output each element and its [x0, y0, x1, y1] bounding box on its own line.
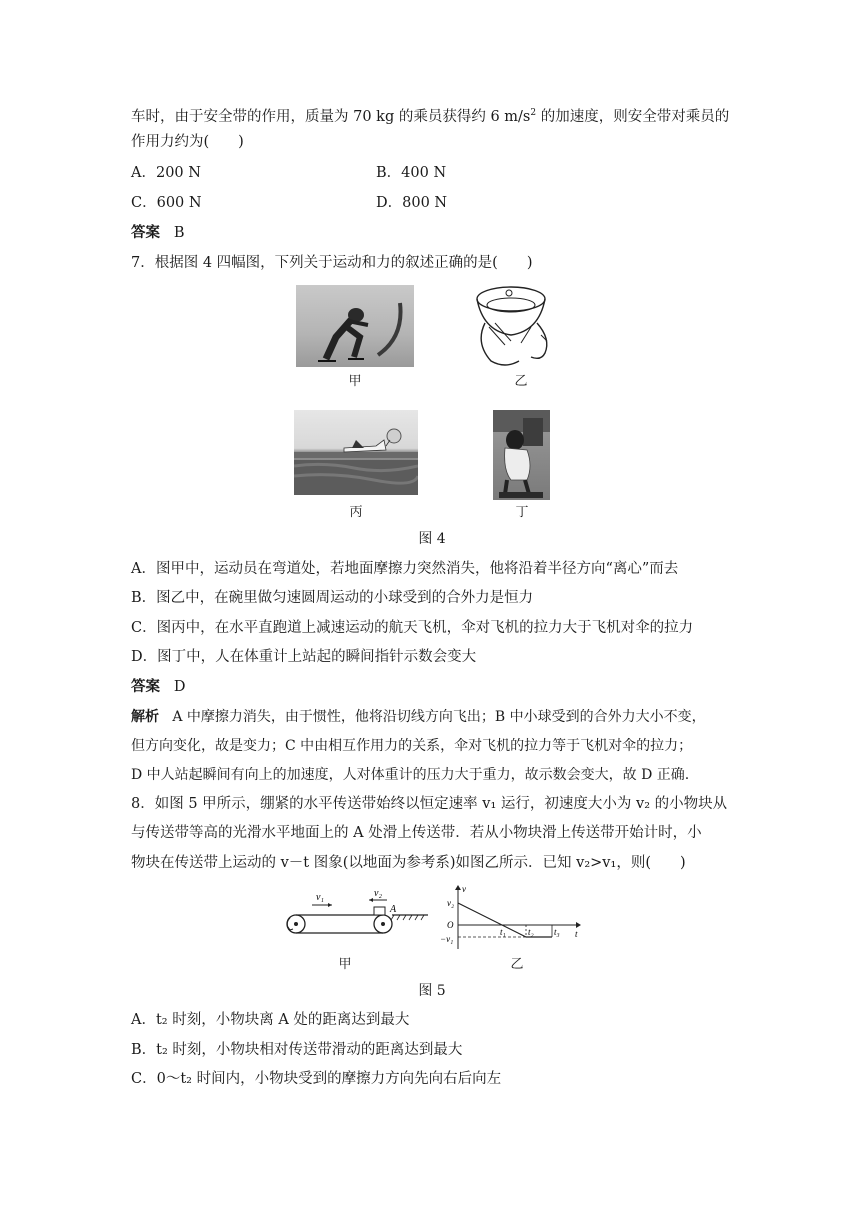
- fig5-caption: 图 5: [418, 983, 446, 999]
- q6-answer: [131, 223, 184, 243]
- speed-skater-drawing: [296, 285, 414, 367]
- q7-analysis-line1: [131, 707, 706, 727]
- t2-label: t₂: [528, 927, 534, 937]
- q7-analysis-label: 解析: [131, 709, 159, 725]
- q7-answer-value: D: [173, 679, 186, 695]
- q7-answer-label: 答案: [131, 678, 160, 695]
- conveyor-belt-diagram: [282, 888, 430, 948]
- axis-t-label: t: [575, 929, 578, 939]
- q7-analysis-line2: 但方向变化，故是变力；C 中由相互作用力的关系，伞对飞机的拉力等于飞机对伞的拉力；: [131, 738, 693, 754]
- fig4-caption-ding: 丁: [515, 505, 529, 520]
- q7-option-a: A．图甲中，运动员在弯道处，若地面摩擦力突然消失，他将沿着半径方向“离心”而去: [131, 561, 679, 577]
- fig4-caption-bing: 丙: [349, 505, 363, 520]
- q8-option-c: C．0～t₂ 时间内，小物块受到的摩擦力方向先向右后向左: [131, 1071, 502, 1087]
- point-a-label: A: [390, 904, 397, 915]
- belt-v1-label: v₁: [316, 892, 324, 903]
- belt-v2-label: v₂: [374, 888, 382, 899]
- q8-stem-line2: 与传送带等高的光滑水平地面上的 A 处滑上传送带．若从小物块滑上传送带开始计时，小: [131, 825, 702, 841]
- fig4-caption-jia: 甲: [348, 374, 362, 389]
- q7-option-d: D．图丁中，人在体重计上站起的瞬间指针示数会变大: [131, 649, 477, 665]
- q7-analysis-line3: D 中人站起瞬间有向上的加速度，人对体重计的压力大于重力，故示数会变大，故 D 正确.: [131, 767, 690, 783]
- q6-option-c: C．600 N: [131, 195, 202, 211]
- q7-option-c: C．图丙中，在水平直跑道上减速运动的航天飞机，伞对飞机的拉力大于飞机对伞的拉力: [131, 620, 694, 636]
- q6-option-b: B．400 N: [376, 165, 447, 181]
- q8-option-a: A．t₂ 时刻，小物块离 A 处的距离达到最大: [131, 1012, 410, 1028]
- bowl-ball-drawing: [465, 283, 557, 371]
- q7-option-b: B．图乙中，在碗里做匀速圆周运动的小球受到的合外力是恒力: [131, 590, 534, 606]
- space-shuttle-drawing: [294, 410, 418, 495]
- space-shuttle-photo: [294, 410, 418, 495]
- fig5-caption-yi: 乙: [510, 957, 524, 972]
- q6-stem-line2: 作用力约为( ): [131, 134, 244, 150]
- neg-v1-axis-label: −v₁: [440, 934, 454, 944]
- q8-stem-line1: 8．如图 5 甲所示，绷紧的水平传送带始终以恒定速率 v₁ 运行，初速度大小为 v₂ 的小物块从: [131, 796, 728, 812]
- q7-answer: [131, 677, 185, 697]
- q6-line1-post: 的加速度，则安全带对乘员的: [536, 108, 730, 125]
- q6-stem-line1: [131, 103, 729, 127]
- t1-label: t₁: [500, 927, 506, 937]
- fig5-caption-jia: 甲: [338, 957, 352, 972]
- q6-option-a: A．200 N: [131, 165, 201, 181]
- q7-analysis-text1: A 中摩擦力消失，由于惯性，他将沿切线方向飞出；B 中小球受到的合外力大小不变，: [172, 709, 706, 725]
- q8-option-b: B．t₂ 时刻，小物块相对传送带滑动的距离达到最大: [131, 1042, 463, 1058]
- scale-person-drawing: [493, 410, 550, 500]
- scale-person-photo: [493, 410, 550, 500]
- speed-skater-photo: [296, 285, 414, 367]
- q7-stem: 7．根据图 4 四幅图，下列关于运动和力的叙述正确的是( ): [131, 255, 533, 271]
- q6-line1-pre: 车时，由于安全带的作用，质量为 70 kg 的乘员获得约 6 m/s: [131, 108, 531, 125]
- fig4-caption-yi: 乙: [514, 374, 528, 389]
- q6-line1-sup: 2: [530, 108, 537, 118]
- fig4-caption: 图 4: [418, 531, 446, 547]
- v2-axis-label: v₂: [447, 898, 455, 908]
- q8-stem-line3: 物块在传送带上运动的 v－t 图象(以地面为参考系)如图乙所示．已知 v₂>v₁，则( ): [131, 855, 686, 871]
- axis-v-label: v: [462, 884, 466, 894]
- q6-answer-value: B: [173, 225, 185, 241]
- q6-answer-label: 答案: [131, 224, 160, 241]
- origin-label: O: [447, 920, 454, 930]
- t3-label: t₃: [554, 927, 560, 937]
- vt-graph: [438, 881, 588, 953]
- q6-option-d: D．800 N: [376, 195, 448, 211]
